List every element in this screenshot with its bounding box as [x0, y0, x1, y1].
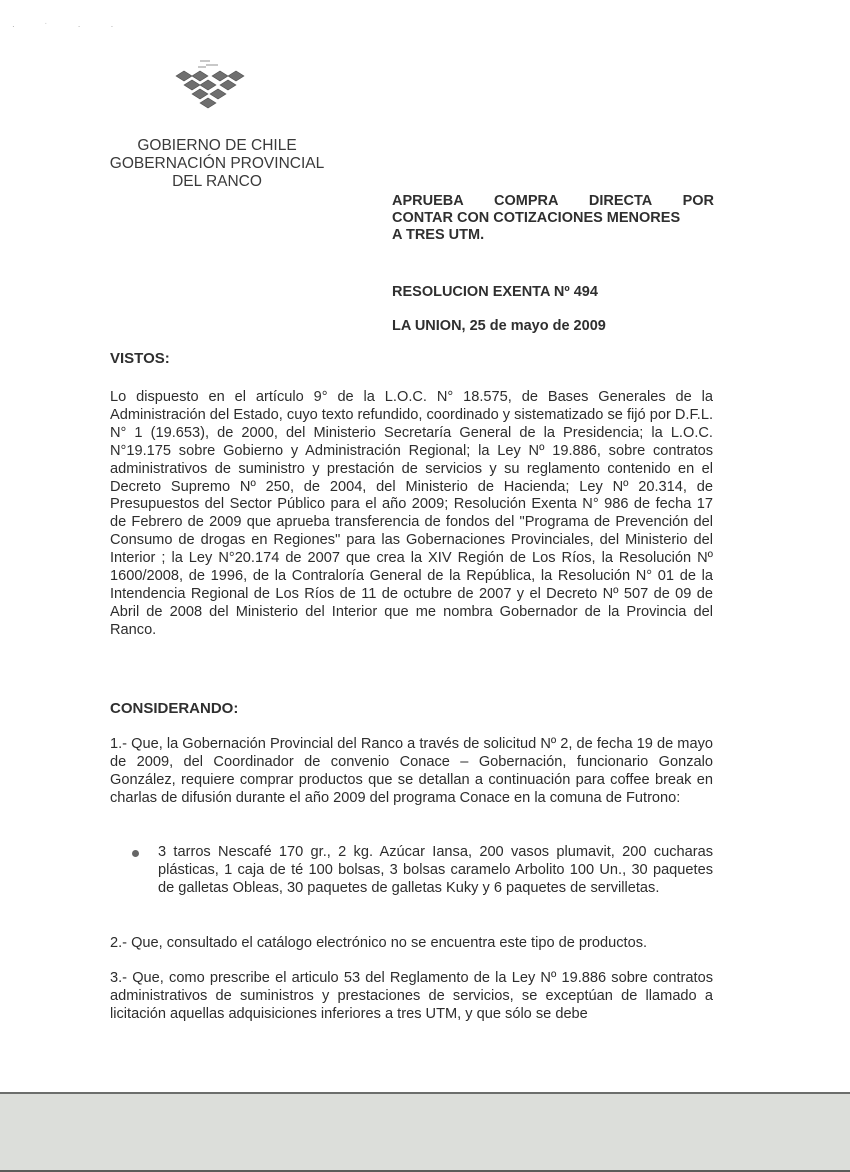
vistos-heading: VISTOS: — [110, 350, 170, 367]
scan-specks: · ˙ · · — [12, 22, 128, 31]
org-line: GOBIERNO DE CHILE — [137, 137, 297, 154]
subject-word: DIRECTA — [588, 193, 653, 209]
org-line: DEL RANCO — [172, 173, 262, 190]
scanner-bed-margin — [0, 1092, 850, 1172]
considerando-item-2: 2.- Que, consultado el catálogo electrónico no se encuentra este tipo de productos. — [110, 935, 648, 951]
vistos-paragraph: Lo dispuesto en el artículo 9° de la L.O.C. N° 18.575, de Bases Generales de la Administración del Estado, cuyo texto refundido, coordinado y sistematizado se fijó por D.F.L. N° 1 (19.653), de 2000, del Ministerio Secretaría General de la Presidencia; la L.O.C. N°19.175 sobre Gobierno y Administración Regional; la Ley Nº 19.886, sobre contratos administrativos de suministro y prestación de servicios y su reglamento contenido en el Decreto Supremo Nº 250, de 2004, del Ministerio de Hacienda; Ley Nº 20.314, de Presupuestos del Sector Público para el año 2009; Resolución Exenta N° 986 de fecha 17 de Febrero de 2009 que aprueba transferencia de fondos del "Programa de Prevención del Consumo de drogas en Regiones" para las Gobernaciones Provinciales, del Ministerio del Interior ; la Ley N°20.174 de 2007 que crea la XIV Región de Los Ríos, la Resolución Nº 1600/2008, de 1996, de la Contraloría General de la República, la Resolución N° 01 de la Intendencia Regional de Los Ríos de 11 de octubre de 2007 y el Decreto Nº 507 de 09 de Abril de 2008 del Ministerio del Interior que me nombra Gobernador de la Provincia del Ranco. — [110, 389, 713, 638]
subject-word: APRUEBA — [392, 193, 464, 209]
product-list-text: 3 tarros Nescafé 170 gr., 2 kg. Azúcar Iansa, 200 vasos plumavit, 200 cucharas plásticas, 1 caja de té 100 bolsas, 3 bolsas caramelo Arbolito 100 Un., 30 paquetes de galletas Obleas, 30 paquetes de galletas Kuky y 6 paquetes de servilletas. — [158, 844, 713, 896]
subject-word: COMPRA — [494, 193, 559, 209]
issuing-organization — [104, 137, 330, 191]
subject-word: POR — [682, 193, 714, 209]
considerando-heading: CONSIDERANDO: — [110, 700, 239, 717]
bullet-icon — [132, 850, 139, 857]
considerando-item-1: 1.- Que, la Gobernación Provincial del Ranco a través de solicitud Nº 2, de fecha 19 de mayo de 2009, del Coordinador de convenio Conace – Gobernación, funcionario Gonzalo González, requiere comprar productos que se detallan a continuación para coffee break en charlas de difusión durante el año 2009 del programa Conace en la comuna de Futrono: — [110, 736, 713, 806]
subject-line-3: A TRES UTM. — [392, 227, 485, 243]
considerando-item-3: 3.- Que, como prescribe el articulo 53 del Reglamento de la Ley Nº 19.886 sobre contratos administrativos de suministros y prestaciones de servicios, se exceptúan de llamado a licitación aquellas adquisiciones inferiores a tres UTM, y que sólo se debe — [110, 970, 713, 1022]
org-line: GOBERNACIÓN PROVINCIAL — [109, 155, 325, 172]
product-list-item — [132, 844, 713, 898]
resolution-number: RESOLUCION EXENTA Nº 494 — [392, 284, 598, 300]
place-and-date: LA UNION, 25 de mayo de 2009 — [392, 318, 606, 334]
subject-line-2: CONTAR CON COTIZACIONES MENORES — [392, 210, 681, 226]
subject-line-1 — [392, 193, 714, 210]
gobierno-de-chile-logo-icon — [170, 54, 250, 118]
resolution-subject — [392, 193, 714, 244]
